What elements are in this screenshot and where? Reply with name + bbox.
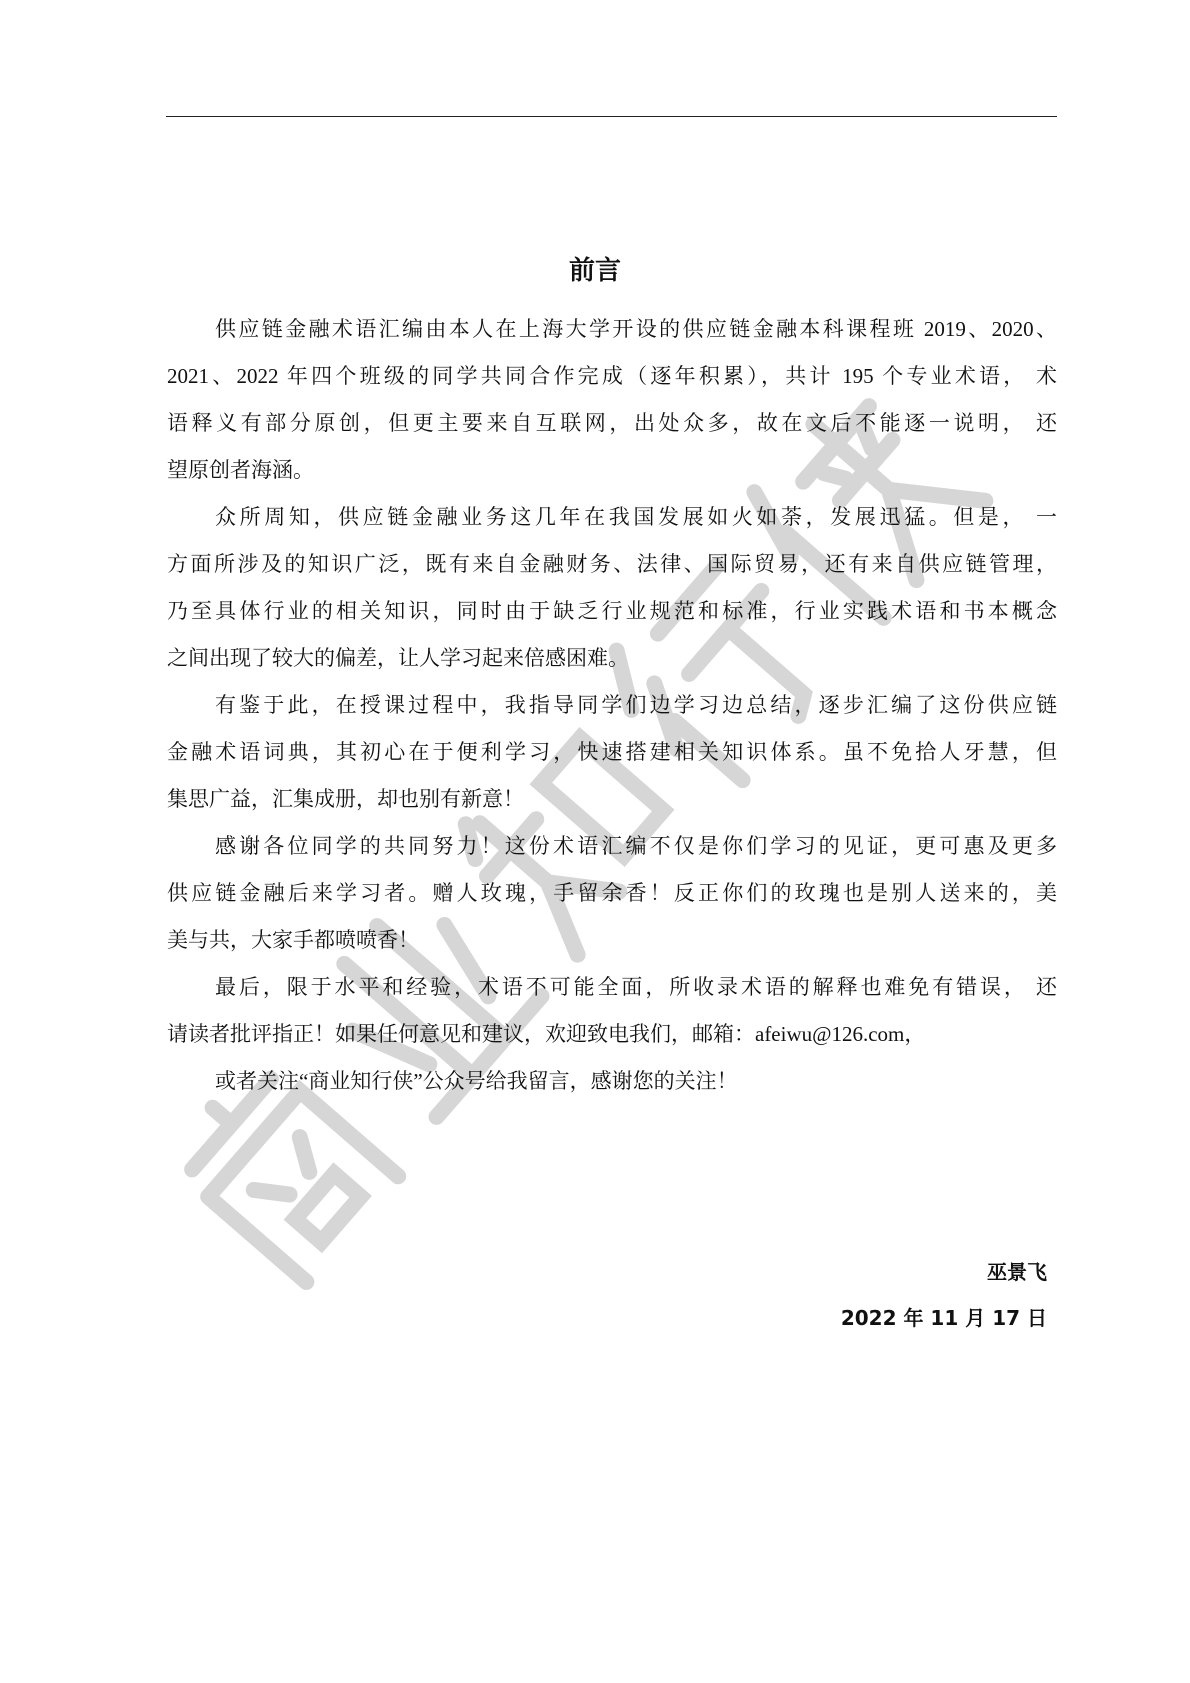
text-line: 集思广益，汇集成册，却也别有新意！ (167, 787, 524, 811)
text-line: 之间出现了较大的偏差，让人学习起来倍感困难。 (167, 646, 629, 670)
paragraph (167, 682, 1057, 823)
preface-body (167, 306, 1057, 1105)
text-line: 语释义有部分原创，但更主要来自互联网，出处众多，故在文后不能逐一说明， 还 (167, 411, 1057, 435)
text-line: 感谢各位同学的共同努力！这份术语汇编不仅是你们学习的见证，更可惠及更多 (215, 834, 1057, 858)
paragraph (167, 964, 1057, 1058)
author-name: 巫景飞 (987, 1260, 1047, 1284)
paragraph (167, 823, 1057, 964)
text-line: 金融术语词典，其初心在于便利学习，快速搭建相关知识体系。虽不免拾人牙慧，但 (167, 740, 1057, 764)
text-line: 供应链金融术语汇编由本人在上海大学开设的供应链金融本科课程班 2019、2020、 (215, 317, 1057, 341)
signature-date: 2022 年 11 月 17 日 (840, 1306, 1047, 1330)
text-line: 望原创者海涵。 (167, 458, 314, 482)
text-line: 乃至具体行业的相关知识，同时由于缺乏行业规范和标准，行业实践术语和书本概念 (167, 599, 1057, 623)
text-line: 有鉴于此，在授课过程中，我指导同学们边学习边总结，逐步汇编了这份供应链 (215, 693, 1057, 717)
text-line: 众所周知，供应链金融业务这几年在我国发展如火如荼，发展迅猛。但是， 一 (215, 505, 1057, 529)
paragraph (167, 1058, 1057, 1105)
text-line: 或者关注“商业知行侠”公众号给我留言，感谢您的关注！ (215, 1069, 738, 1093)
text-line: 2021、2022 年四个班级的同学共同合作完成（逐年积累），共计 195 个专业术语， 术 (167, 364, 1057, 388)
text-line: 请读者批评指正！如果任何意见和建议，欢迎致电我们，邮箱：afeiwu@126.com， (167, 1022, 926, 1046)
text-line: 美与共，大家手都喷喷香！ (167, 928, 419, 952)
paragraph (167, 494, 1057, 682)
text-line: 方面所涉及的知识广泛，既有来自金融财务、法律、国际贸易，还有来自供应链管理， (167, 552, 1057, 576)
paragraph (167, 306, 1057, 494)
text-line: 最后，限于水平和经验，术语不可能全面，所收录术语的解释也难免有错误， 还 (215, 975, 1057, 999)
page-title: 前言 (568, 256, 621, 286)
text-line: 供应链金融后来学习者。赠人玫瑰，手留余香！反正你们的玫瑰也是别人送来的，美 (167, 881, 1057, 905)
header-rule (166, 116, 1057, 117)
